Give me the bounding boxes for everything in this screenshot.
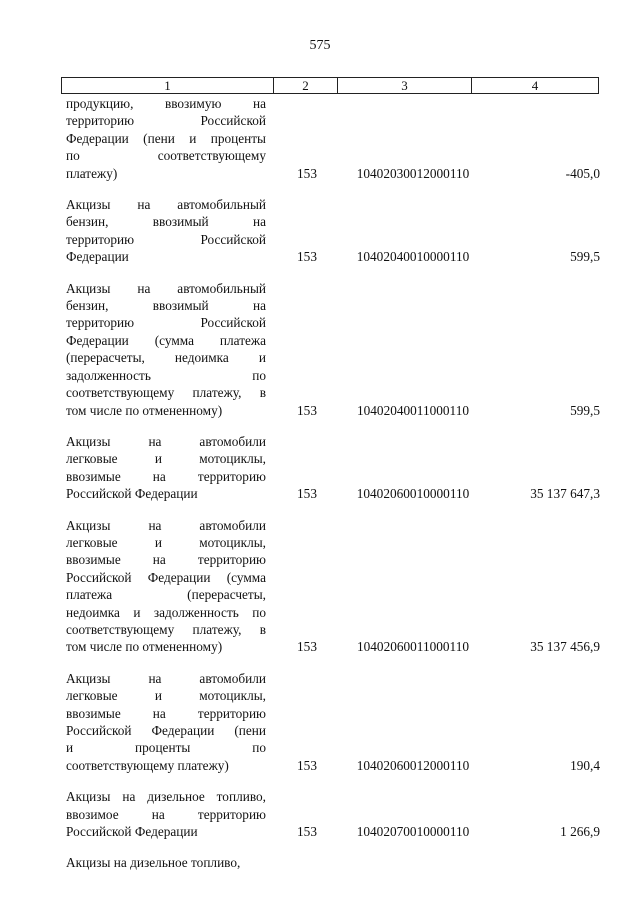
- description-line: Акцизы на автомобили: [66, 433, 266, 449]
- table-row: [66, 196, 600, 266]
- description-line: (перерасчеты, недоимка и: [66, 350, 266, 366]
- budget-code-cell: 10402060011000110: [356, 639, 470, 655]
- description-line: платежу): [66, 165, 118, 181]
- admin-code-cell: 153: [297, 639, 317, 655]
- row-description: [66, 95, 266, 182]
- row-description: [66, 433, 266, 503]
- page-number: 575: [309, 38, 331, 53]
- description-line: ввозимые на территорию: [66, 552, 266, 568]
- description-line: Федерации (пени и проценты: [66, 130, 266, 146]
- amount-cell: -405,0: [565, 165, 600, 181]
- description-line: соответствующему платежу, в: [66, 385, 266, 401]
- table-row: [66, 670, 600, 774]
- table-row: [66, 433, 600, 503]
- column-header-2: 2: [274, 78, 338, 93]
- admin-code-cell: 153: [297, 486, 317, 502]
- amount-cell: 190,4: [570, 757, 600, 773]
- row-description: [66, 196, 266, 266]
- admin-code-cell: 153: [297, 402, 317, 418]
- column-header-1: 1: [62, 78, 274, 93]
- description-line: ввозимые на территорию: [66, 468, 266, 484]
- amount-cell: 599,5: [570, 402, 600, 418]
- description-line: продукцию, ввозимую на: [66, 96, 266, 111]
- description-line: Акцизы на автомобильный: [66, 197, 266, 213]
- column-header-3: 3: [338, 78, 472, 93]
- description-line: и проценты по: [66, 740, 266, 756]
- table-row: [66, 854, 600, 871]
- amount-cell: 35 137 647,3: [530, 486, 600, 502]
- description-line: Акцизы на автомобили: [66, 517, 266, 533]
- description-line: Акцизы на дизельное топливо,: [66, 789, 266, 805]
- description-line: недоимка и задолженность по: [66, 604, 266, 620]
- table-row: [66, 788, 600, 840]
- description-line: территорию Российской: [66, 315, 266, 331]
- budget-code-cell: 10402040011000110: [356, 402, 470, 418]
- table-column-header: [61, 77, 599, 94]
- description-line: Акцизы на автомобильный: [66, 280, 266, 296]
- description-line: соответствующему платежу, в: [66, 621, 266, 637]
- table-row: [66, 517, 600, 656]
- description-line: бензин, ввозимый на: [66, 214, 266, 230]
- admin-code-cell: 153: [297, 249, 317, 265]
- row-description: [66, 280, 266, 419]
- row-description: [66, 788, 266, 840]
- budget-code-cell: 10402060010000110: [356, 486, 470, 502]
- description-line: ввозимые на территорию: [66, 705, 266, 721]
- amount-cell: 1 266,9: [560, 824, 600, 840]
- table-row: [66, 95, 600, 182]
- description-line: том числе по отмененному): [66, 639, 223, 655]
- budget-code-cell: 10402060012000110: [356, 757, 470, 773]
- description-line: легковые и мотоциклы,: [66, 688, 266, 704]
- description-line: территорию Российской: [66, 113, 266, 129]
- column-header-4: 4: [531, 78, 539, 93]
- description-line: соответствующему платежу): [66, 757, 229, 773]
- description-line: территорию Российской: [66, 231, 266, 247]
- description-line: Федерации: [66, 249, 129, 265]
- description-line: Российской Федерации: [66, 824, 198, 840]
- budget-code-cell: 10402040010000110: [356, 249, 470, 265]
- table-row: [66, 280, 600, 419]
- budget-code-cell: 10402070010000110: [356, 824, 470, 840]
- row-description: [66, 670, 266, 774]
- budget-code-cell: 10402030012000110: [356, 165, 470, 181]
- description-line: по соответствующему: [66, 148, 266, 164]
- description-line: Акцизы на автомобили: [66, 670, 266, 686]
- description-line: Акцизы на дизельное топливо,: [66, 855, 241, 871]
- description-line: задолженность по: [66, 367, 266, 383]
- admin-code-cell: 153: [297, 757, 317, 773]
- description-line: легковые и мотоциклы,: [66, 534, 266, 550]
- description-line: бензин, ввозимый на: [66, 298, 266, 314]
- row-description: [66, 854, 266, 871]
- description-line: легковые и мотоциклы,: [66, 451, 266, 467]
- amount-cell: 35 137 456,9: [530, 639, 600, 655]
- admin-code-cell: 153: [297, 824, 317, 840]
- admin-code-cell: 153: [297, 165, 317, 181]
- description-line: ввозимое на территорию: [66, 806, 266, 822]
- amount-cell: 599,5: [570, 249, 600, 265]
- description-line: Федерации (сумма платежа: [66, 332, 266, 348]
- description-line: Российской Федерации (пени: [66, 723, 266, 738]
- description-line: платежа (перерасчеты,: [66, 587, 266, 603]
- description-line: том числе по отмененному): [66, 402, 223, 418]
- description-line: Российской Федерации: [66, 486, 198, 502]
- row-description: [66, 517, 266, 656]
- description-line: Российской Федерации (сумма: [66, 569, 266, 585]
- table-body: [66, 95, 600, 872]
